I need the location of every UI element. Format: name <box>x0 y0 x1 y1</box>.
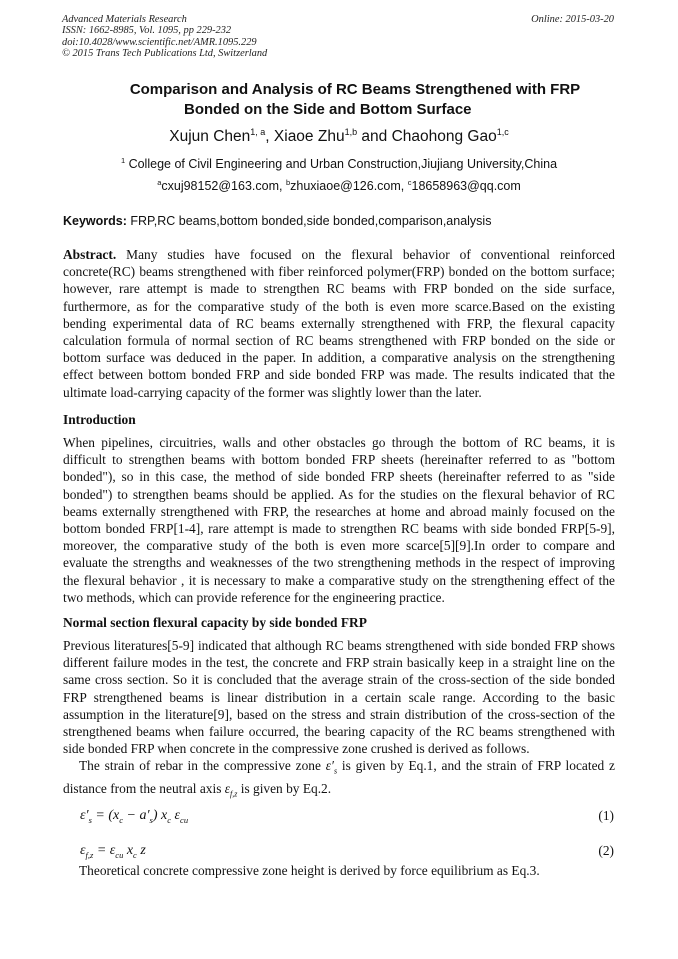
author-name: Chaohong Gao <box>391 128 497 145</box>
title-line-2: Bonded on the Side and Bottom Surface <box>184 100 472 118</box>
abstract <box>63 246 615 401</box>
equation-2: $\varepsilon_{f,z} = \varepsilon_{cu}$ $x_c$ z <box>80 843 146 860</box>
author-superscript: 1,b <box>344 127 358 137</box>
email-list <box>0 178 678 193</box>
rebar-strain-symbol: $\varepsilon'_s$ <box>325 758 338 776</box>
introduction-heading: Introduction <box>63 412 136 427</box>
keywords-label: Keywords: <box>63 214 127 228</box>
abstract-text: Many studies have focused on the flexural behavior of conventional reinforced concrete(RC) beams strengthened with fiber reinforced polymer(FRP) bonded on the bottom surface; however, rare attempt is made to strengthen RC beams with FRP bonded on the side surface, furthermore, as for the comparative study of the both is even more scarce.Based on the existing bending experimental data of RC beams externally strengthened with FRP, the flexural capacity calculation formula of normal section of RC beams strengthened with FRP bonded on the side or bottom surface was deduced in the paper. In addition, a comparative analysis on the strengthening effect between bottom bonded FRP and side bonded FRP was made. The results indicated that the ultimate load-carrying capacity of the former was slightly lower than the later. <box>63 247 615 400</box>
author-separator: , <box>265 128 274 145</box>
strain-text-b: is given by Eq.1, and the strain of FRP located z distance from the neutral axis <box>63 758 615 796</box>
author-list <box>0 127 678 146</box>
email-marker: a <box>157 178 162 187</box>
title-line-1: Comparison and Analysis of RC Beams Strengthened with FRP <box>129 81 581 98</box>
journal-name: Advanced Materials Research <box>62 14 187 25</box>
equation-2-number: (2) <box>598 843 614 858</box>
paper-title <box>100 80 610 119</box>
affiliation-marker: 1 <box>120 156 126 165</box>
issn-line: ISSN: 1662-8985, Vol. 1095, pp 229-232 <box>62 25 232 37</box>
email-marker: b <box>285 178 291 187</box>
author-superscript: 1,c <box>496 127 509 137</box>
strain-text-a: The strain of rebar in the compressive zone <box>79 758 326 773</box>
introduction-text: When pipelines, circuitries, walls and other obstacles go through the bottom of RC beams, it is difficult to strengthen beams with bottom bonded FRP sheets (hereinafter referred to as "bottom bonded"), so in this case, the method of side bonded FRP sheets (hereinafter referred to as "side bonded") to strengthen beams should be applied. As for the studies on the flexural behavior of RC beams externally strengthened with FRP, the researches at home and abroad mainly focused on the bottom bonded FRP[1-4], rare attempt is made to strengthen RC beams with side bonded FRP[5-9], moreover, the comparative study of the both is even more scarce[5][9].In order to compare and evaluate the strengths and weaknesses of the two strengthening methods in the respect of improving the flexural behavior , it is necessary to make a comparative study on the strengthening effect of the two methods, which can provide reference for the engineering practice. <box>63 435 615 605</box>
section-paragraph: Previous literatures[5-9] indicated that although RC beams strengthened with side bonded FRP shows different failure modes in the test, the concrete and FRP strain basically keep in a straight line on the same cross section. So it is concluded that the average strain of the cross-section of the side bonded FRP strengthened beams is linear distribution in a certain scale range. According to the basic assumption in the literature[9], based on the stress and strain distribution of the cross-section of the strengthened beams when failure occurred, the bearing capacity of the RC beams strengthened with side bonded FRP when concrete in the compressive zone crushed is derived as follows. <box>63 638 615 757</box>
equation-1-number: (1) <box>598 808 614 823</box>
journal-header <box>62 14 267 59</box>
email-address: zhuxiaoe@126.com, <box>290 179 408 193</box>
email-address: cxuj98152@163.com, <box>161 179 286 193</box>
equation-1: $\varepsilon'_s = (x_c - a'_s)$ $x_c$ $\varepsilon_{cu}$ <box>80 808 189 825</box>
strain-text-c: is given by Eq.2. <box>237 780 332 796</box>
equilibrium-paragraph: Theoretical concrete compressive zone height is derived by force equilibrium as Eq.3. <box>79 863 540 878</box>
author-name: Xiaoe Zhu <box>273 128 345 145</box>
frp-strain-symbol: $\varepsilon_{f,z}$ <box>224 780 238 799</box>
abstract-label: Abstract. <box>63 247 117 262</box>
section-heading: Normal section flexural capacity by side bonded FRP <box>63 615 367 630</box>
author-name: Xujun Chen <box>169 128 251 145</box>
strain-paragraph <box>63 757 615 803</box>
keywords <box>63 214 491 228</box>
copyright-line: © 2015 Trans Tech Publications Ltd, Switzerland <box>62 47 268 59</box>
author-separator: and <box>357 128 392 145</box>
affiliation-text: College of Civil Engineering and Urban Construction,Jiujiang University,China <box>125 157 558 171</box>
author-superscript: 1, a <box>250 127 266 137</box>
email-marker: c <box>407 178 412 187</box>
online-date: Online: 2015-03-20 <box>531 14 614 25</box>
doi-line: doi:10.4028/www.scientific.net/AMR.1095.229 <box>62 36 257 48</box>
email-address: 18658963@qq.com <box>411 179 521 193</box>
affiliation <box>0 156 678 171</box>
keywords-text: FRP,RC beams,bottom bonded,side bonded,comparison,analysis <box>126 214 492 228</box>
